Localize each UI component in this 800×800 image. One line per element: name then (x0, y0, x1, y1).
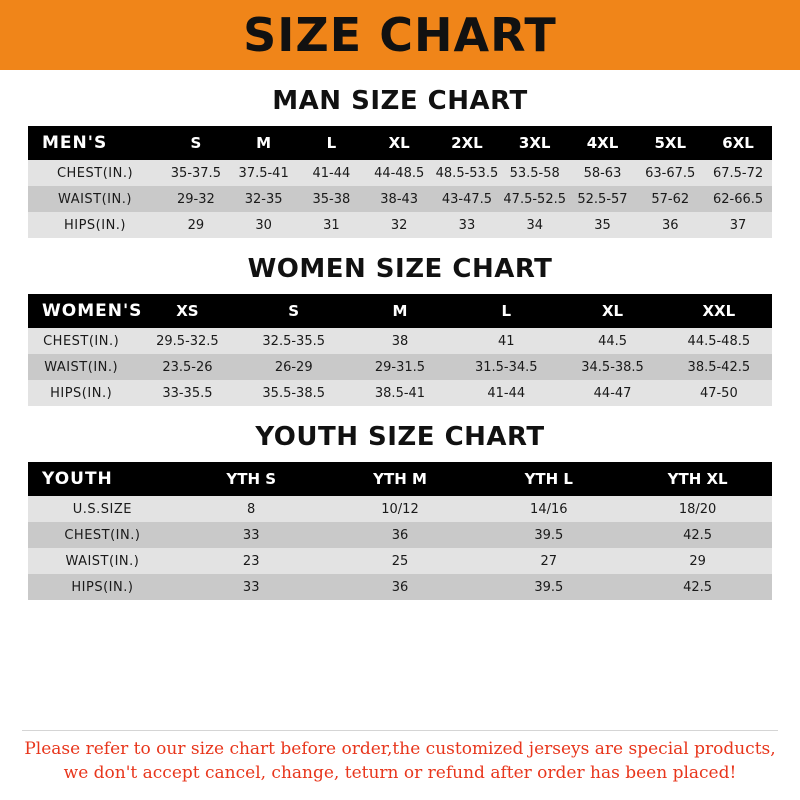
table-row (28, 548, 772, 574)
women-cell: 26-29 (241, 354, 347, 380)
men-cell: 33 (433, 212, 501, 238)
youth-cell: 14/16 (474, 496, 623, 522)
men-section (28, 86, 772, 238)
men-cell: 36 (636, 212, 704, 238)
men-cell: 32-35 (230, 186, 298, 212)
men-header-cell: 3XL (501, 126, 569, 160)
chart-content (0, 70, 800, 716)
men-cell: 35-37.5 (162, 160, 230, 186)
table-row (28, 380, 772, 406)
men-header-cell: 2XL (433, 126, 501, 160)
men-cell: 44-48.5 (365, 160, 433, 186)
men-cell: 38-43 (365, 186, 433, 212)
women-cell: 29-31.5 (347, 354, 453, 380)
women-cell: 38 (347, 328, 453, 354)
women-section-title: WOMEN SIZE CHART (247, 254, 553, 284)
women-cell: 32.5-35.5 (241, 328, 347, 354)
youth-cell: 36 (326, 522, 475, 548)
table-header-row (28, 126, 772, 160)
table-row (28, 328, 772, 354)
youth-row-label: HIPS(IN.) (28, 574, 177, 600)
table-row (28, 160, 772, 186)
women-row-label: CHEST(IN.) (28, 328, 134, 354)
women-table-body (28, 328, 772, 406)
youth-cell: 29 (623, 548, 772, 574)
youth-header-cell: YTH L (474, 462, 623, 496)
women-row-label: WAIST(IN.) (28, 354, 134, 380)
table-row (28, 574, 772, 600)
youth-row-label: WAIST(IN.) (28, 548, 177, 574)
women-cell: 41-44 (453, 380, 559, 406)
men-header-cell: 5XL (636, 126, 704, 160)
men-row-label: WAIST(IN.) (28, 186, 162, 212)
youth-cell: 27 (474, 548, 623, 574)
women-cell: 47-50 (666, 380, 772, 406)
men-size-table (28, 126, 772, 238)
women-header-cell: L (453, 294, 559, 328)
men-cell: 58-63 (569, 160, 637, 186)
women-cell: 44.5 (559, 328, 665, 354)
men-cell: 31 (298, 212, 366, 238)
men-row-label: CHEST(IN.) (28, 160, 162, 186)
men-row-label: HIPS(IN.) (28, 212, 162, 238)
men-table-body (28, 160, 772, 238)
youth-cell: 8 (177, 496, 326, 522)
footer-divider (22, 730, 778, 731)
page-title: SIZE CHART (243, 8, 557, 62)
youth-cell: 39.5 (474, 574, 623, 600)
women-cell: 29.5-32.5 (134, 328, 240, 354)
women-table-head (28, 294, 772, 328)
men-cell: 47.5-52.5 (501, 186, 569, 212)
table-header-row (28, 294, 772, 328)
women-size-table (28, 294, 772, 406)
youth-cell: 25 (326, 548, 475, 574)
men-cell: 41-44 (298, 160, 366, 186)
men-cell: 30 (230, 212, 298, 238)
youth-cell: 23 (177, 548, 326, 574)
youth-table-head (28, 462, 772, 496)
youth-cell: 42.5 (623, 522, 772, 548)
men-cell: 32 (365, 212, 433, 238)
youth-header-cell: YOUTH (28, 462, 177, 496)
men-cell: 29-32 (162, 186, 230, 212)
youth-table-body (28, 496, 772, 600)
men-header-cell: S (162, 126, 230, 160)
women-cell: 38.5-41 (347, 380, 453, 406)
men-header-cell: MEN'S (28, 126, 162, 160)
youth-size-table (28, 462, 772, 600)
women-cell: 34.5-38.5 (559, 354, 665, 380)
footer-line-1: Please refer to our size chart before order,the customized jerseys are special products, (24, 738, 776, 759)
youth-row-label: CHEST(IN.) (28, 522, 177, 548)
youth-cell: 42.5 (623, 574, 772, 600)
women-cell: 44.5-48.5 (666, 328, 772, 354)
youth-cell: 33 (177, 574, 326, 600)
table-row (28, 522, 772, 548)
men-header-cell: 6XL (704, 126, 772, 160)
women-row-label: HIPS(IN.) (28, 380, 134, 406)
men-cell: 67.5-72 (704, 160, 772, 186)
youth-section (28, 422, 772, 600)
men-cell: 43-47.5 (433, 186, 501, 212)
women-cell: 31.5-34.5 (453, 354, 559, 380)
women-header-cell: WOMEN'S (28, 294, 134, 328)
youth-cell: 10/12 (326, 496, 475, 522)
men-header-cell: XL (365, 126, 433, 160)
women-header-cell: M (347, 294, 453, 328)
footer-line-2: we don't accept cancel, change, teturn or refund after order has been placed! (63, 763, 737, 784)
youth-header-cell: YTH M (326, 462, 475, 496)
women-section (28, 254, 772, 406)
men-cell: 35 (569, 212, 637, 238)
table-row (28, 496, 772, 522)
women-cell: 44-47 (559, 380, 665, 406)
footer-note (0, 716, 800, 800)
men-cell: 52.5-57 (569, 186, 637, 212)
table-row (28, 354, 772, 380)
men-cell: 37.5-41 (230, 160, 298, 186)
men-cell: 53.5-58 (501, 160, 569, 186)
men-cell: 62-66.5 (704, 186, 772, 212)
men-cell: 57-62 (636, 186, 704, 212)
youth-cell: 18/20 (623, 496, 772, 522)
men-cell: 35-38 (298, 186, 366, 212)
youth-section-title: YOUTH SIZE CHART (255, 422, 545, 452)
women-cell: 38.5-42.5 (666, 354, 772, 380)
youth-cell: 36 (326, 574, 475, 600)
table-row (28, 186, 772, 212)
men-cell: 63-67.5 (636, 160, 704, 186)
men-section-title: MAN SIZE CHART (272, 86, 528, 116)
women-cell: 23.5-26 (134, 354, 240, 380)
youth-cell: 33 (177, 522, 326, 548)
women-header-cell: XL (559, 294, 665, 328)
women-header-cell: S (241, 294, 347, 328)
youth-header-cell: YTH XL (623, 462, 772, 496)
banner (0, 0, 800, 70)
men-cell: 29 (162, 212, 230, 238)
women-cell: 33-35.5 (134, 380, 240, 406)
youth-header-cell: YTH S (177, 462, 326, 496)
table-row (28, 212, 772, 238)
men-cell: 34 (501, 212, 569, 238)
men-table-head (28, 126, 772, 160)
women-header-cell: XS (134, 294, 240, 328)
men-cell: 37 (704, 212, 772, 238)
women-cell: 35.5-38.5 (241, 380, 347, 406)
youth-row-label: U.S.SIZE (28, 496, 177, 522)
men-header-cell: M (230, 126, 298, 160)
women-cell: 41 (453, 328, 559, 354)
youth-cell: 39.5 (474, 522, 623, 548)
men-header-cell: L (298, 126, 366, 160)
men-header-cell: 4XL (569, 126, 637, 160)
table-header-row (28, 462, 772, 496)
women-header-cell: XXL (666, 294, 772, 328)
men-cell: 48.5-53.5 (433, 160, 501, 186)
